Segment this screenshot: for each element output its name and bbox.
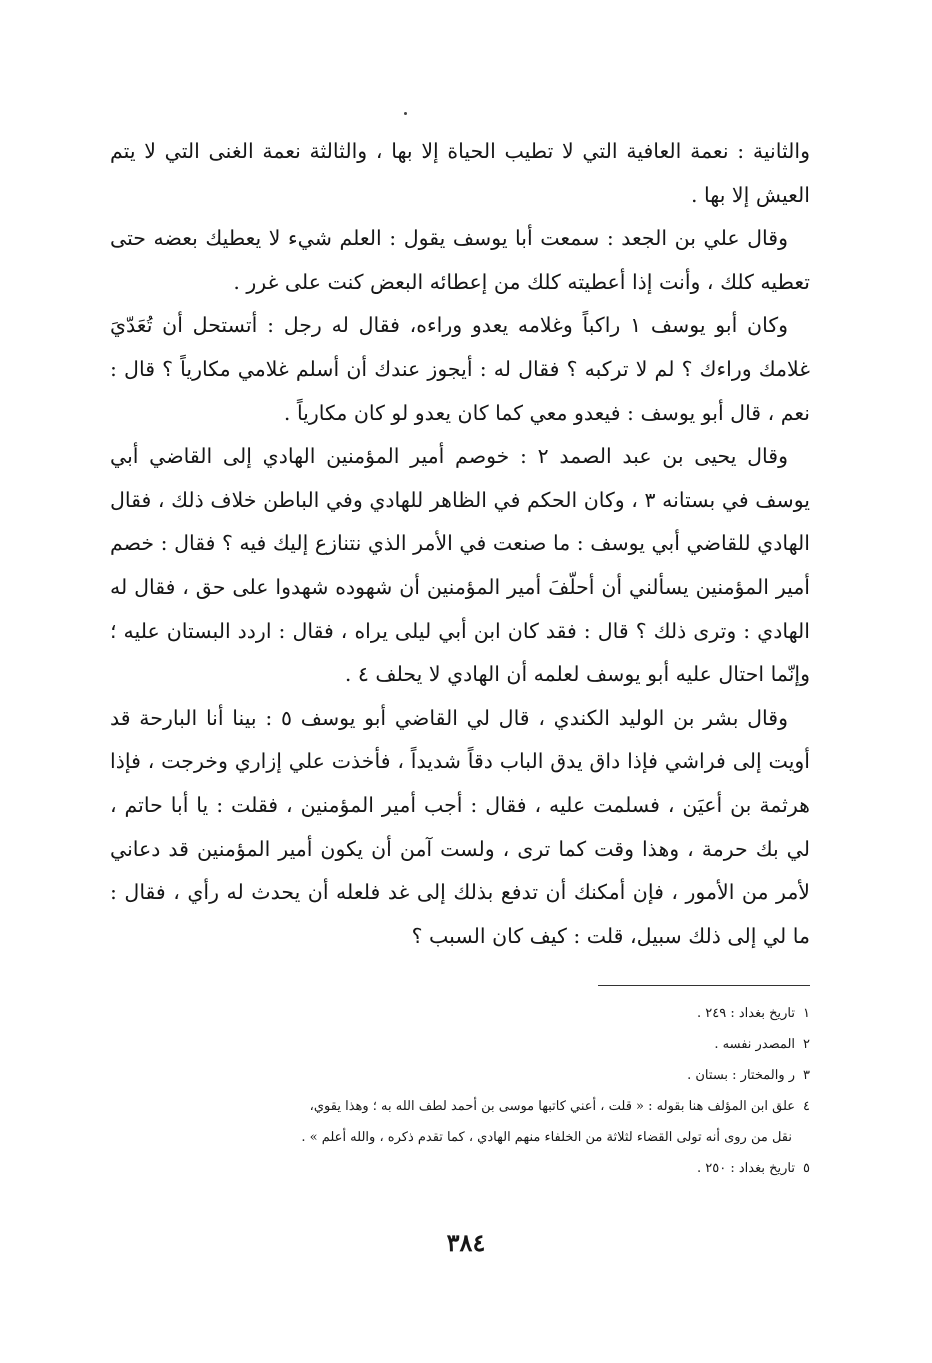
footnote-number: ٤: [803, 1099, 810, 1114]
paragraph: وكان أبو يوسف ١ راكباً وغلامه يعدو وراءه، فقال له رجل : أتستحل أن تُعَدّيَ غلامك وراءك ؟ لم لا تركبه ؟ فقال له : أيجوز عندك أن أسلم غلامي مكارياً ؟ قال : نعم ، قال أبو يوسف : فيعدو معي كما كان يعدو لو كان مكارياً .: [110, 313, 810, 425]
footnote: [105, 1153, 810, 1184]
footnote-number: ٣: [803, 1068, 810, 1083]
footnote-continuation: نقل من روى أنه تولى القضاء لثلاثة من الخلفاء منهم الهادي ، كما تقدم ذكره ، والله أعلم » .: [301, 1130, 792, 1145]
footnote-text: علق ابن المؤلف هنا بقوله : « قلت ، أعني كاتبها موسى بن أحمد لطف الله به ؛ وهذا يقوي،: [309, 1099, 796, 1114]
footnote-text: تاريخ بغداد : ٢٤٩ .: [697, 1006, 796, 1021]
footnote: [105, 998, 810, 1029]
footnote-text: تاريخ بغداد : ٢٥٠ .: [697, 1161, 796, 1176]
footnote-divider: [598, 985, 810, 986]
footnote-text: المصدر نفسه .: [714, 1037, 796, 1052]
paragraph: والثانية : نعمة العافية التي لا تطيب الحياة إلا بها ، والثالثة نعمة الغنى التي لا يتم العيش إلا بها .: [110, 139, 810, 207]
footnote-number: ٥: [803, 1161, 810, 1176]
footnote-text: ر والمختار : بستان .: [687, 1068, 796, 1083]
print-speck: [404, 112, 407, 115]
paragraph: وقال يحيى بن عبد الصمد ٢ : خوصم أمير المؤمنين الهادي إلى القاضي أبي يوسف في بستانه ٣ ، وكان الحكم في الظاهر للهادي وفي الباطن خلاف ذلك ، فقال الهادي للقاضي أبي يوسف : ما صنعت في الأمر الذي نتنازع إليك فيه ؟ فقال : خصم أمير المؤمنين يسألني أن أحلّفَ أمير المؤمنين أن شهوده شهدوا على حق ، فقال له الهادي : وترى ذلك ؟ قال : فقد كان ابن أبي ليلى يراه ، فقال : اردد البستان عليه ؛ وإنّما احتال عليه أبو يوسف لعلمه أن الهادي لا يحلف ٤ .: [110, 444, 810, 687]
footnote: [105, 1091, 810, 1122]
paragraph: وقال بشر بن الوليد الكندي ، قال لي القاضي أبو يوسف ٥ : بينا أنا البارحة قد أويت إلى فراشي فإذا داق يدق الباب دقاً شديداً ، فأخذت علي إزاري وخرجت ، فإذا هرثمة بن أعيَن ، فسلمت عليه ، فقال : أجب أمير المؤمنين ، فقلت : يا أبا حاتم ، لي بك حرمة ، وهذا وقت كما ترى ، ولست آمن أن يكون أمير المؤمنين قد دعاني لأمر من الأمور ، فإن أمكنك أن تدفع بذلك إلى غد فلعله أن يحدث له رأي ، فقال : ما لي إلى ذلك سبيل، قلت : كيف كان السبب ؟: [110, 705, 810, 948]
main-text: [110, 130, 810, 958]
footnote-number: ١: [803, 1006, 810, 1021]
footnotes: [105, 998, 810, 1184]
page-number: ٣٨٤: [446, 1228, 486, 1257]
footnote: [105, 1060, 810, 1091]
footnote-number: ٢: [803, 1037, 810, 1052]
footnote: [105, 1029, 810, 1060]
paragraph: وقال علي بن الجعد : سمعت أبا يوسف يقول : العلم شيء لا يعطيك بعضه حتى تعطيه كلك ، وأنت إذا أعطيته كلك من إعطائه البعض كنت على غرر .: [110, 226, 810, 294]
